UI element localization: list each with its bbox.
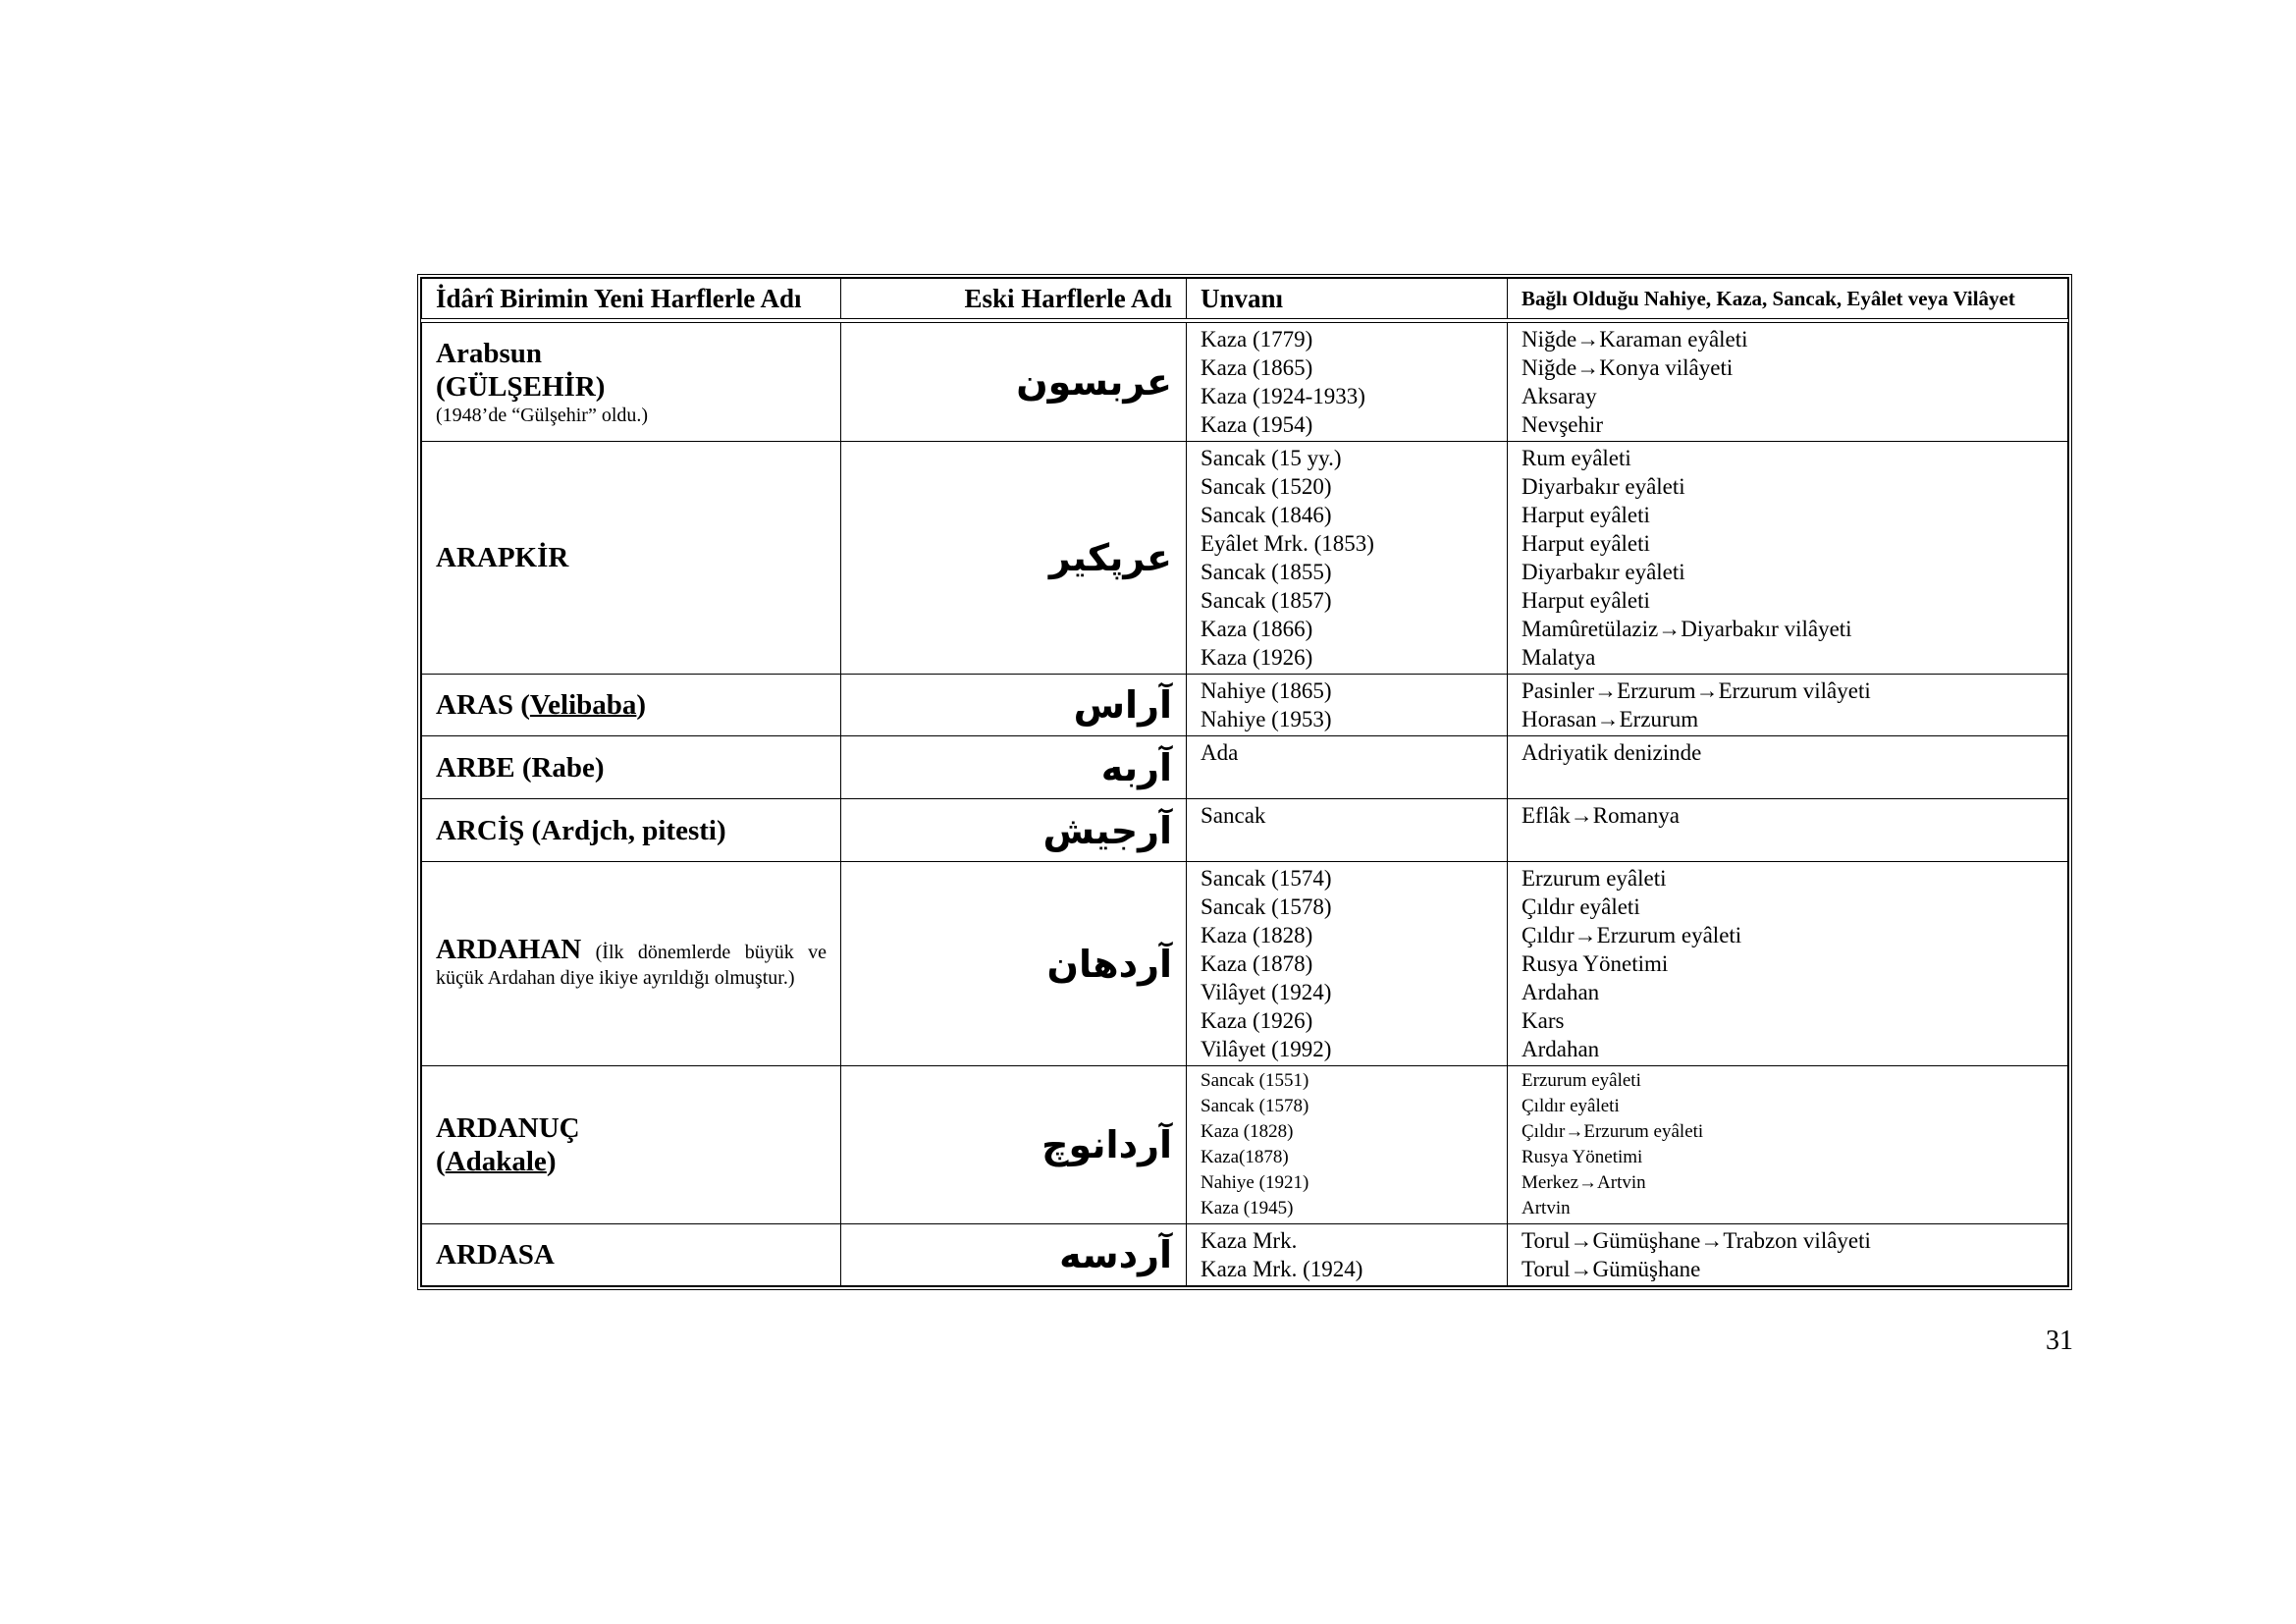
table-row bbox=[422, 736, 2068, 799]
affiliation-entry: Adriyatik denizinde bbox=[1522, 740, 1702, 765]
title-entry: Kaza(1878) bbox=[1201, 1147, 1289, 1167]
title-entry: Sancak bbox=[1201, 803, 1266, 828]
affiliation-entry: Horasan→Erzurum bbox=[1522, 707, 1699, 731]
title-entry: Sancak (1578) bbox=[1201, 1096, 1309, 1116]
affiliation-entry: Rusya Yönetimi bbox=[1522, 1147, 1643, 1167]
titles-cell bbox=[1187, 442, 1508, 675]
name-main: ARBE (Rabe) bbox=[436, 751, 605, 784]
affiliation-entry: Nevşehir bbox=[1522, 412, 1604, 437]
title-entry: Eyâlet Mrk. (1853) bbox=[1201, 531, 1374, 556]
affiliation-entry: Çıldır→Erzurum eyâleti bbox=[1522, 923, 1742, 947]
title-entry: Kaza (1866) bbox=[1201, 617, 1313, 641]
header-old-name: Eski Harflerle Adı bbox=[841, 279, 1187, 319]
name-with-note bbox=[436, 934, 827, 991]
title-entry: Kaza (1779) bbox=[1201, 327, 1313, 352]
title-entry: Ada bbox=[1201, 740, 1239, 765]
title-entry: Kaza (1954) bbox=[1201, 412, 1313, 437]
affiliations-cell bbox=[1508, 799, 2068, 862]
name-alt-underlined: Adakale bbox=[445, 1146, 547, 1177]
old-script-cell: آردانوچ bbox=[841, 1066, 1187, 1224]
affiliation-entry: Harput eyâleti bbox=[1522, 503, 1650, 527]
new-name-cell bbox=[422, 323, 841, 442]
table-row bbox=[422, 799, 2068, 862]
title-entry: Kaza (1926) bbox=[1201, 1008, 1313, 1033]
name-main: ARAS ( bbox=[436, 689, 530, 721]
affiliation-entry: Niğde→Karaman eyâleti bbox=[1522, 327, 1748, 352]
old-script-cell: آربه bbox=[841, 736, 1187, 799]
affiliation-entry: Ardahan bbox=[1522, 980, 1600, 1004]
name-main: Arabsun bbox=[436, 338, 542, 369]
name-close: ) bbox=[546, 1146, 557, 1177]
title-entry: Kaza (1926) bbox=[1201, 645, 1313, 670]
name-inline-note: (İlk dönemlerde büyük ve küçük Ardahan diye ikiye ayrıldığı olmuştur.) bbox=[436, 942, 827, 989]
gazetteer-table bbox=[417, 274, 2072, 1290]
name-sub: (GÜLŞEHİR) bbox=[436, 371, 606, 403]
affiliation-entry: Çıldır→Erzurum eyâleti bbox=[1522, 1121, 1704, 1142]
header-affiliation: Bağlı Olduğu Nahiye, Kaza, Sancak, Eyâlet veya Vilâyet bbox=[1508, 279, 2068, 319]
affiliation-entry: Niğde→Konya vilâyeti bbox=[1522, 355, 1734, 380]
table-header-row bbox=[422, 279, 2068, 319]
name-main: ARCİŞ (Ardjch, pitesti) bbox=[436, 814, 726, 846]
titles-cell bbox=[1187, 736, 1508, 799]
title-entry: Kaza (1945) bbox=[1201, 1198, 1294, 1218]
title-entry: Kaza (1924-1933) bbox=[1201, 384, 1365, 408]
affiliation-entry: Erzurum eyâleti bbox=[1522, 1070, 1641, 1091]
title-entry: Sancak (1574) bbox=[1201, 866, 1332, 891]
title-entry: Kaza Mrk. (1924) bbox=[1201, 1257, 1363, 1281]
name-main: ARAPKİR bbox=[436, 542, 569, 573]
old-script-cell: آردسه bbox=[841, 1224, 1187, 1286]
table-row bbox=[422, 675, 2068, 736]
affiliations-cell bbox=[1508, 1224, 2068, 1286]
old-script-cell: آراس bbox=[841, 675, 1187, 736]
affiliation-entry: Malatya bbox=[1522, 645, 1596, 670]
titles-cell bbox=[1187, 862, 1508, 1066]
name-open: ( bbox=[436, 1146, 446, 1177]
title-entry: Sancak (15 yy.) bbox=[1201, 446, 1342, 470]
title-entry: Vilâyet (1992) bbox=[1201, 1037, 1332, 1061]
affiliations-cell bbox=[1508, 675, 2068, 736]
affiliation-entry: Erzurum eyâleti bbox=[1522, 866, 1667, 891]
affiliation-entry: Çıldır eyâleti bbox=[1522, 894, 1640, 919]
title-entry: Sancak (1520) bbox=[1201, 474, 1332, 499]
title-entry: Nahiye (1921) bbox=[1201, 1172, 1309, 1193]
name-note: (1948’de “Gülşehir” oldu.) bbox=[436, 405, 649, 426]
new-name-cell bbox=[422, 799, 841, 862]
new-name-cell bbox=[422, 1224, 841, 1286]
affiliation-entry: Rum eyâleti bbox=[1522, 446, 1631, 470]
affiliation-entry: Harput eyâleti bbox=[1522, 588, 1650, 613]
name-alt-underlined: Velibaba bbox=[529, 689, 637, 721]
name-close: ) bbox=[636, 689, 647, 721]
titles-cell bbox=[1187, 1066, 1508, 1224]
affiliations-cell bbox=[1508, 323, 2068, 442]
affiliation-entry: Rusya Yönetimi bbox=[1522, 951, 1669, 976]
affiliation-entry: Diyarbakır eyâleti bbox=[1522, 474, 1685, 499]
title-entry: Kaza Mrk. bbox=[1201, 1228, 1298, 1253]
table-row bbox=[422, 442, 2068, 675]
affiliation-entry: Kars bbox=[1522, 1008, 1565, 1033]
title-entry: Vilâyet (1924) bbox=[1201, 980, 1332, 1004]
title-entry: Nahiye (1953) bbox=[1201, 707, 1332, 731]
name-alt bbox=[436, 1145, 827, 1178]
affiliation-entry: Torul→Gümüşhane bbox=[1522, 1257, 1701, 1281]
titles-cell bbox=[1187, 799, 1508, 862]
old-script-cell: عربسون bbox=[841, 323, 1187, 442]
affiliation-entry: Artvin bbox=[1522, 1198, 1571, 1218]
header-new-name: İdârî Birimin Yeni Harflerle Adı bbox=[422, 279, 841, 319]
new-name-cell bbox=[422, 736, 841, 799]
titles-cell bbox=[1187, 323, 1508, 442]
new-name-cell bbox=[422, 862, 841, 1066]
affiliation-entry: Çıldır eyâleti bbox=[1522, 1096, 1620, 1116]
affiliations-cell bbox=[1508, 1066, 2068, 1224]
affiliation-entry: Merkez→Artvin bbox=[1522, 1172, 1646, 1193]
title-entry: Kaza (1878) bbox=[1201, 951, 1313, 976]
titles-cell bbox=[1187, 1224, 1508, 1286]
title-entry: Sancak (1855) bbox=[1201, 560, 1332, 584]
title-entry: Sancak (1578) bbox=[1201, 894, 1332, 919]
affiliation-entry: Eflâk→Romanya bbox=[1522, 803, 1680, 828]
title-entry: Nahiye (1865) bbox=[1201, 678, 1332, 703]
name-main: ARDAHAN bbox=[436, 934, 582, 965]
new-name-cell bbox=[422, 1066, 841, 1224]
old-script-cell: آرجيش bbox=[841, 799, 1187, 862]
new-name-cell bbox=[422, 442, 841, 675]
affiliation-entry: Harput eyâleti bbox=[1522, 531, 1650, 556]
affiliation-entry: Mamûretülaziz→Diyarbakır vilâyeti bbox=[1522, 617, 1852, 641]
title-entry: Sancak (1846) bbox=[1201, 503, 1332, 527]
new-name-cell bbox=[422, 675, 841, 736]
affiliations-cell bbox=[1508, 442, 2068, 675]
table-row bbox=[422, 1224, 2068, 1286]
name-main: ARDANUÇ bbox=[436, 1112, 580, 1144]
table-row bbox=[422, 862, 2068, 1066]
name-main: ARDASA bbox=[436, 1239, 555, 1271]
title-entry: Kaza (1865) bbox=[1201, 355, 1313, 380]
table-row bbox=[422, 323, 2068, 442]
affiliations-cell bbox=[1508, 862, 2068, 1066]
title-entry: Sancak (1551) bbox=[1201, 1070, 1309, 1091]
titles-cell bbox=[1187, 675, 1508, 736]
affiliation-entry: Aksaray bbox=[1522, 384, 1597, 408]
affiliation-entry: Pasinler→Erzurum→Erzurum vilâyeti bbox=[1522, 678, 1871, 703]
title-entry: Kaza (1828) bbox=[1201, 1121, 1294, 1142]
old-script-cell: آردهان bbox=[841, 862, 1187, 1066]
header-title: Unvanı bbox=[1187, 279, 1508, 319]
affiliation-entry: Ardahan bbox=[1522, 1037, 1600, 1061]
affiliation-entry: Diyarbakır eyâleti bbox=[1522, 560, 1685, 584]
affiliation-entry: Torul→Gümüşhane→Trabzon vilâyeti bbox=[1522, 1228, 1871, 1253]
old-script-cell: عرپكير bbox=[841, 442, 1187, 675]
table-row bbox=[422, 1066, 2068, 1224]
title-entry: Sancak (1857) bbox=[1201, 588, 1332, 613]
title-entry: Kaza (1828) bbox=[1201, 923, 1313, 947]
page-number: 31 bbox=[2046, 1326, 2073, 1356]
affiliations-cell bbox=[1508, 736, 2068, 799]
